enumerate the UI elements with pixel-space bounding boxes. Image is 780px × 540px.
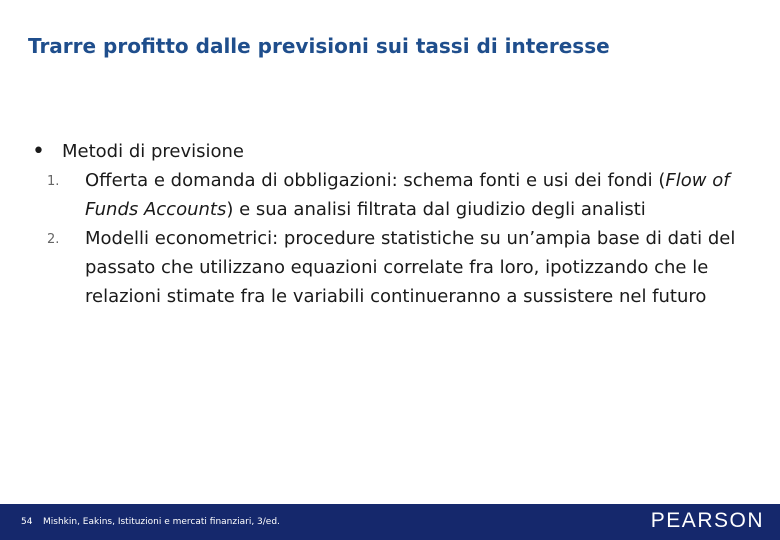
list-text: Modelli econometrici: procedure statistiche su un’ampia base di dati del passato che utilizzano equazioni correlate fra loro, ipotizzando che le relazioni stimate fra le variabili continueranno a sussistere nel futuro (85, 228, 736, 307)
bullet-text: Metodi di previsione (62, 141, 245, 162)
list-text-italic: Flow of Funds Accounts (85, 170, 730, 220)
list-text-part: ) e sua analisi filtrata dal giudizio degli analisti (226, 199, 646, 220)
citation: Mishkin, Eakins, Istituzioni e mercati finanziari, 3/ed. (43, 517, 280, 527)
list-item-2 (30, 224, 750, 311)
pearson-logo: PEARSON (650, 509, 764, 532)
list-number: 1. (47, 174, 60, 189)
bullet-item (30, 137, 750, 166)
slide-content (30, 137, 750, 311)
list-item-1 (30, 166, 750, 224)
page-number: 54 (21, 517, 33, 527)
list-text-part: Offerta e domanda di obbligazioni: schema fonti e usi dei fondi ( (85, 170, 666, 191)
list-number: 2. (47, 232, 60, 247)
slide-title: Trarre profitto dalle previsioni sui tassi di interesse (28, 34, 610, 58)
footer-bar (0, 504, 780, 540)
bullet-icon: • (32, 139, 45, 164)
